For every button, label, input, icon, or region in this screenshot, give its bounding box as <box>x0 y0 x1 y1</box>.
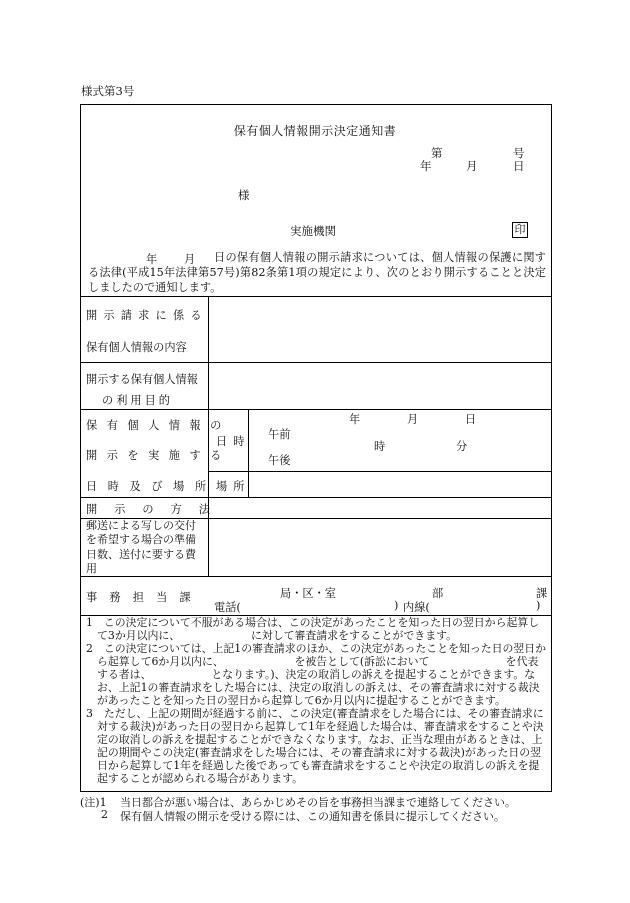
rule <box>208 471 552 472</box>
date-year: 年 <box>420 159 432 173</box>
office-label: 事務担当課 <box>86 591 203 604</box>
dt-year: 年 <box>349 413 361 426</box>
office-ka: 課 <box>536 587 548 600</box>
hour-label: 時 <box>374 440 386 453</box>
intro-month: 月 <box>184 253 196 266</box>
number-dai: 第 <box>431 146 443 160</box>
footnote-1: 当日都合が悪い場合は、あらかじめその旨を事務担当課まで連絡してください。 <box>120 796 516 809</box>
extension-close: ) <box>536 599 541 612</box>
footnote-2-number: 2 <box>101 808 108 821</box>
date-day: 日 <box>513 159 525 173</box>
purpose-label-1: 開示する保有個人情報 <box>86 373 198 386</box>
pm-label: 午後 <box>268 454 291 467</box>
date-month: 月 <box>466 159 478 173</box>
rule <box>80 497 552 498</box>
footnote-prefix: (注)1 <box>80 796 107 809</box>
note-3: 3 ただし、上記の期間が経過する前に、この決定(審査請求をした場合には、その審査請求に対する裁決)があった日の翌日から起算して1年を経過した場合は、審査請求をすることや決定の取消しの訴えを提起することができなくなります。なお、正当な理由があるときは、上記の期間やこの決定(審査請求をした場合には、その審査請求に対する裁決)があった日の翌日から起算して1年を経過した後であっても審査請求をすることや決定の取消しの訴えを提起することが認められる場合があります。 <box>86 707 544 785</box>
dt-day: 日 <box>465 413 477 426</box>
content-label-2: 保有個人情報の内容 <box>86 341 187 354</box>
purpose-label-2: の利用目的 <box>102 394 173 407</box>
addressee-sama: 様 <box>238 188 250 202</box>
datetime-label-3: 日時及び場所 <box>86 480 217 493</box>
minute-label: 分 <box>456 440 468 453</box>
note-1: 1 この決定について不服がある場合は、この決定があったことを知った日の翌日から起算して3か月以内に、 に対して審査請求をすることができます。 <box>86 616 540 642</box>
note-2: 2 この決定については、上記1の審査請求のほか、この決定があったことを知った日の翌日から起算して6か月以内に、 を被告として(訴訟において を代表する者は、 となります。)、決定の取消しの訴えを提起することができます。なお、上記1の審査請求をした場合には、決定の取消しの訴えは、その審査請求に対する裁決があったことを知った日の翌日から起算して6か月以内に提起することができます。 <box>86 642 547 707</box>
extension-label: 内線( <box>403 601 430 614</box>
datetime-label-1: 保有個人情報の <box>86 419 231 432</box>
intro-year: 年 <box>146 253 158 266</box>
content-label-1 <box>86 307 208 323</box>
footnote-2: 保有個人情報の開示を受ける際には、この通知書を係員に提示してください。 <box>120 810 505 823</box>
datetime-label-2: 開示を実施する <box>86 449 231 462</box>
office-bu: 部 <box>432 587 444 600</box>
seal-mark: 印 <box>512 222 528 238</box>
rule <box>80 409 552 410</box>
office-kyoku: 局・区・室 <box>280 587 336 600</box>
document-title: 保有個人情報開示決定通知書 <box>233 124 397 138</box>
datetime-sub-label: 日時 <box>216 435 251 448</box>
rule <box>80 296 552 297</box>
agency-label: 実施機関 <box>290 224 336 238</box>
dt-month: 月 <box>407 413 419 426</box>
place-sub-label: 場所 <box>216 480 251 493</box>
label-text: 開示請求に係る <box>86 309 208 322</box>
number-go: 号 <box>513 146 525 160</box>
mail-label: 郵送による写しの交付を希望する場合の準備日数、送付に要する費用 <box>86 519 196 575</box>
intro-text: 日の保有個人情報の開示請求については、個人情報の保護に関する法律(平成15年法律第57号)第82条第1項の規定により、次のとおり開示することと決定しましたので通知します。 <box>88 251 546 294</box>
rule <box>80 362 552 363</box>
rule <box>208 296 209 576</box>
method-label: 開示の方法 <box>86 503 227 516</box>
am-label: 午前 <box>268 428 291 441</box>
phone-label: 電話( <box>214 601 241 614</box>
form-number: 様式第3号 <box>81 84 135 98</box>
notes-block <box>86 616 548 785</box>
phone-close: ) <box>394 599 399 612</box>
